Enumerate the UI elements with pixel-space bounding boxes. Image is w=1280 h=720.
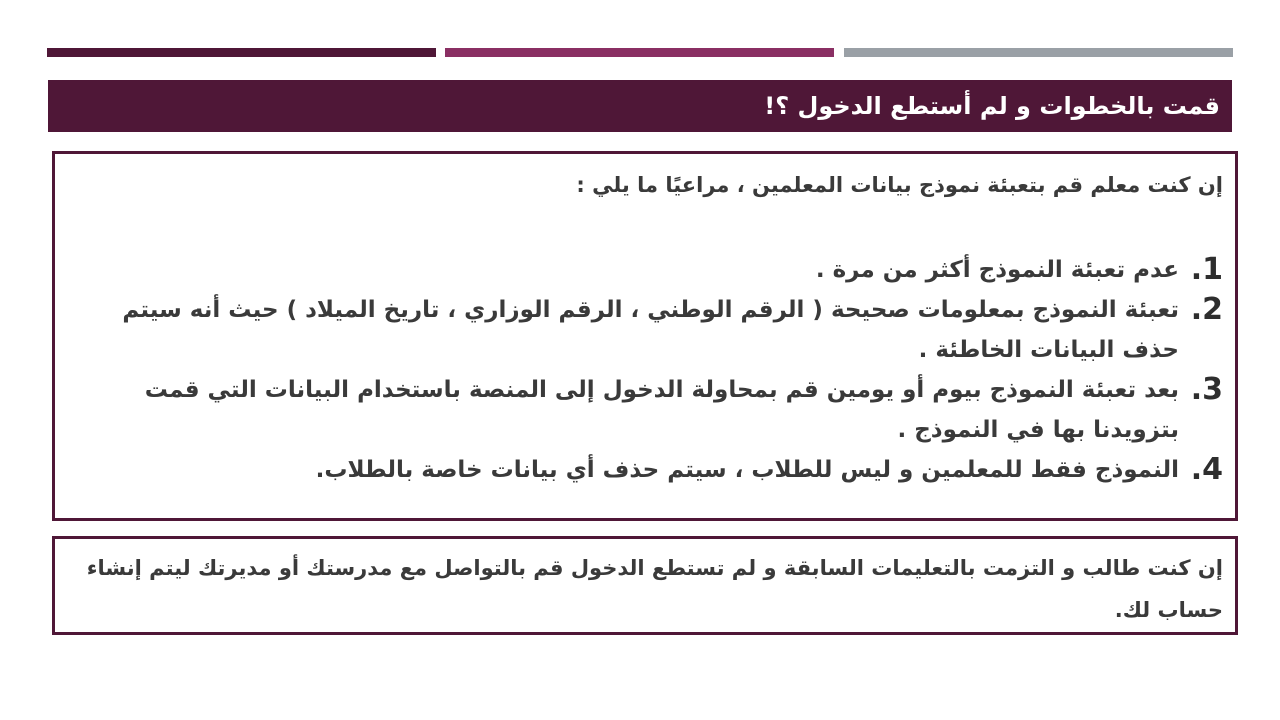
teachers-instructions-box <box>52 151 1238 521</box>
step-number: 4. <box>1190 452 1223 487</box>
students-text: إن كنت طالب و التزمت بالتعليمات السابقة و لم تستطع الدخول قم بالتواصل مع مدرستك أو مديرتك ليتم إنشاء حساب لك. <box>86 556 1223 622</box>
students-instructions-box <box>52 536 1238 635</box>
list-item <box>67 290 1223 370</box>
step-text: النموذج فقط للمعلمين و ليس للطلاب ، سيتم حذف أي بيانات خاصة بالطلاب. <box>315 457 1179 483</box>
list-item <box>67 250 1223 290</box>
step-number: 2. <box>1190 292 1223 327</box>
list-item <box>67 450 1223 490</box>
step-text: بعد تعبئة النموذج بيوم أو يومين قم بمحاولة الدخول إلى المنصة باستخدام البيانات التي قمت بتزويدنا بها في النموذج . <box>144 377 1179 443</box>
spacer <box>67 206 1223 250</box>
list-item <box>67 370 1223 450</box>
accent-bar-gray <box>844 48 1233 57</box>
accent-bar-dark <box>47 48 436 57</box>
accent-bar-mid <box>445 48 834 57</box>
teachers-intro: إن كنت معلم قم بتعبئة نموذج بيانات المعلمين ، مراعيًا ما يلي : <box>576 173 1223 197</box>
step-text: تعبئة النموذج بمعلومات صحيحة ( الرقم الوطني ، الرقم الوزاري ، تاريخ الميلاد ) حيث أنه سيتم حذف البيانات الخاطئة . <box>122 297 1179 363</box>
slide-title-text: قمت بالخطوات و لم أستطع الدخول ؟! <box>764 92 1220 120</box>
slide-title <box>48 80 1232 132</box>
step-number: 3. <box>1190 372 1223 407</box>
step-text: عدم تعبئة النموذج أكثر من مرة . <box>815 257 1179 283</box>
teachers-steps-list <box>67 250 1223 490</box>
step-number: 1. <box>1190 252 1223 287</box>
